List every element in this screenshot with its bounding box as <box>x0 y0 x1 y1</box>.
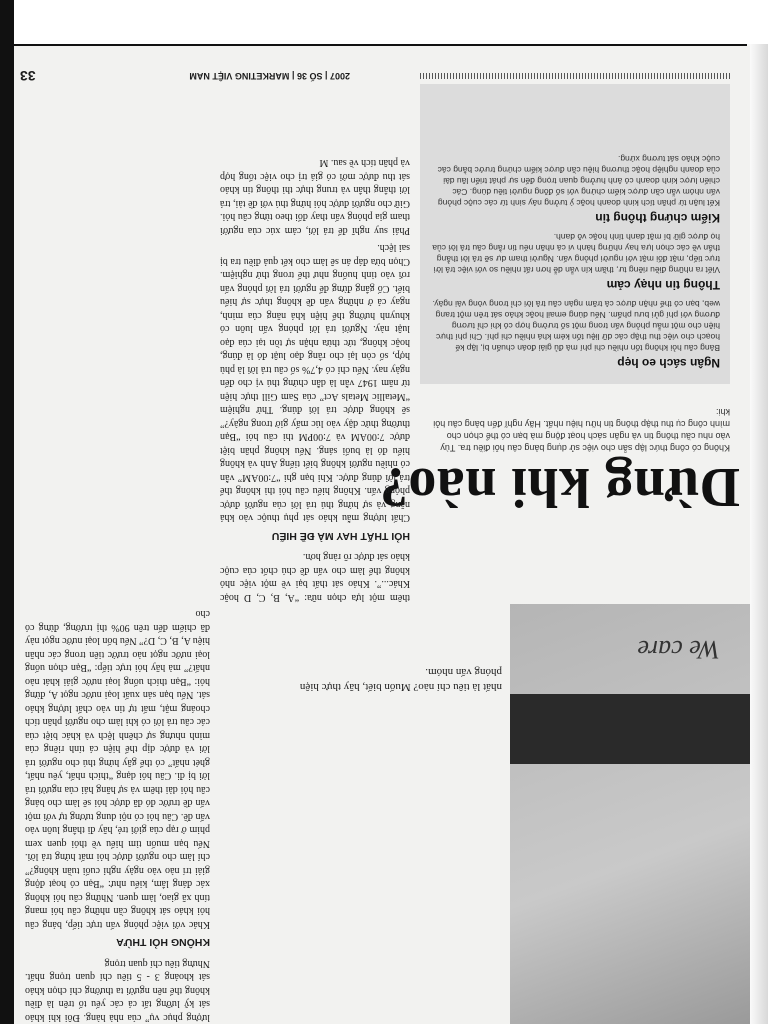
box-text-verify: Kết luận từ phân tích kinh doanh hoặc ý tưởng nảy sinh từ các cuộc phỏng vấn nhóm vẫn cần được kiểm chứng với số đông người tiêu dùng. Các chiến lược kinh doanh có ảnh hưởng quan trọng đến sự phát triển lâu dài của doanh nghiệp hoặc thương hiệu cần được kiểm chứng trước bằng các cuộc khảo sát tương xứng. <box>437 154 720 208</box>
magazine-page <box>14 46 750 1024</box>
box-heading-verify: Kiểm chứng thông tin <box>595 211 720 225</box>
article-photo <box>510 604 750 1024</box>
text-column-1 <box>220 152 410 604</box>
col2-heading: KHÔNG HỎI THỪA <box>116 936 210 949</box>
col1-para-1: thêm một lựa chọn nữa: “A, B, C, D hoặc Khác...”. Khảo sát thất bại về một việc nhỏ không thể làm cho vấn đề chủ chốt của cuộc khảo sát được rõ ràng hơn. <box>220 551 410 603</box>
box-dotted-rule <box>420 73 730 79</box>
col1-heading: HỎI THẤT HAY MÀ ĐỀ HIỂU <box>271 530 410 542</box>
page-shadow <box>750 44 768 1024</box>
footer-publication: 2007 | SỐ 36 | MARKETING VIỆT NAM <box>189 71 350 81</box>
page-number: 33 <box>20 68 36 84</box>
article-title: Dừng khi nào? <box>379 456 740 518</box>
sidebar-box <box>420 84 730 384</box>
scan-margin <box>0 0 768 44</box>
photo-dark-band <box>510 694 750 764</box>
photo-caption: nhất là tiêu chí nào? Muốn biết, hãy thực hiện phỏng vấn nhóm. <box>299 666 502 693</box>
page-footer <box>20 68 350 84</box>
article-intro: Không có công thức lập sẵn cho việc sử dụng bảng câu hỏi điều tra. Tùy vào nhu cầu thông tin và ngân sách hoạt động mà bạn có thể chọn cho mình công cụ thu thập thông tin hữu hiệu nhất. Hãy nghĩ đến bảng câu hỏi khi: <box>433 407 730 453</box>
photo-text: We care <box>637 635 720 664</box>
scan-edge <box>0 0 14 1024</box>
box-text-sensitive: Viết ra những điều riêng tư, thầm kín vẫn dễ hơn rất nhiều so với việc trả lời trực tiếp, mặt đối mặt với người phỏng vấn. Người tham dự sẽ trả lời thẳng thắn về các chọn lựa hay những hành vi cá nhân nếu tin rằng câu trả lời của họ được giữ bí mật danh tính hoặc vô danh. <box>432 232 720 275</box>
box-text-budget: Bảng câu hỏi không tốn nhiều chi phí mà đủ giải đoán chuẩn bị, lập kế hoạch cho việc thu thập các dữ liệu tốn kém khá nhiều chi phí. Chi phí thực hiện cho một mẫu phỏng vấn trong một số trường hợp có khi chỉ tương đương với phí gửi bưu phẩm. Nếu dùng email hoặc khảo sát trên một trang web, bạn có thể nhận được cả trăm ngàn câu trả lời chỉ trong vòng vài ngày. <box>432 299 720 353</box>
col1-para-3: Phải suy nghĩ để trả lời, cảm xúc của người tham gia phỏng vấn thay đổi theo từng câu hỏi. Giữ cho người được hỏi hứng thú với đề tài, trả lời thẳng thắn và trung thực thì thông tin khảo sát thu được mới có giá trị cho việc tổng hợp và phân tích về sau. M <box>219 157 410 236</box>
text-column-2 <box>25 603 210 1024</box>
box-heading-sensitive: Thông tin nhạy cảm <box>606 278 720 292</box>
col1-para-2: Chất lượng mẫu khảo sát phụ thuộc vào khả năng và sự hứng thú trả lời của người được phỏng vấn. Không hiểu câu hỏi thì không thể trả lời đúng được. Khi bạn ghi “7:00AM” vẫn có nhiều người không biết tiếng Anh và không hiểu đó là buổi sáng. Nếu không phân biệt được 7:00AM và 7:00PM thì câu hỏi “Bạn thường thức dậy vào lúc mấy giờ trong ngày?” sẽ không được trả lời đúng. Thử nghiệm “Metallic Metals Act” của Sam Gill thực hiện từ năm 1947 vẫn là dẫn chứng thú vị cho đến ngày nay. Nếu chỉ có 4,7% số câu trả lời là phù hợp, số còn lại cho rằng đạo luật đó là đúng, hoặc không, tức thừa nhận sự tồn tại của đạo luật này. Người trả lời phỏng vấn luôn có khuynh hướng thể hiện khả năng của mình, ngay cả ở những vấn đề không thực sự hiểu biết. Cố gắng đừng để người trả lời phỏng vấn rơi vào tình huống như thế trong thử nghiệm. Chọn bừa đáp án sẽ làm cho kết quả điều tra bị sai lệch. <box>220 242 410 524</box>
col2-para-2: Khác với việc phỏng vấn trực tiếp, bảng câu hỏi khảo sát không cần những câu hỏi mang tính xã giao, làm quen. Những câu hỏi không xác đáng lắm, kiểu như: “Bạn có hoạt động giải trí nào vào ngày nghỉ cuối tuần không?” chỉ làm cho người được hỏi mất hứng trả lời. Nếu bạn muốn tìm hiểu về thói quen xem phim ở rạp của giới trẻ, hãy đi thẳng luôn vào vấn đề. Câu hỏi có nội dung tương tự với một vấn đề trước đó đã được hỏi sẽ làm cho bảng câu hỏi dài thêm và sự hăng hái của người trả lời bị đi. Câu hỏi dạng “thích nhất, yêu nhất, ghét nhất” có thể gây hứng thú cho người trả lời và được dịp thể hiện cá tính riêng của mình nhưng sự chênh lệch và khác biệt của các câu trả lời có khi làm cho người phân tích choáng mặt, mất tự tin vào chất lượng khảo sát. Nếu bạn sản xuất loại nước ngọt A, đừng hỏi: “Bạn thích uống loại nước giải khát nào nhất?” mà hãy hỏi trực tiếp: “Bạn chọn uống loại nước ngọt nào trước tiên trong các nhãn hiệu A, B, C, D?” Nếu bốn loại nước ngọt này đã chiếm đến trên 90% thị trường, đừng có cho <box>25 608 210 930</box>
box-heading-budget: Ngân sách eo hẹp <box>617 356 720 370</box>
col2-para-1: lượng phục vụ” của nhà hàng. Đôi khi khảo sát kỹ lưỡng tất cả các yếu tố trên là điều không thể nên người ta thường chỉ chọn khảo sát khoảng 3 - 5 tiêu chí quan trọng nhất. Nhưng tiêu chí quan trọng <box>25 958 210 1023</box>
